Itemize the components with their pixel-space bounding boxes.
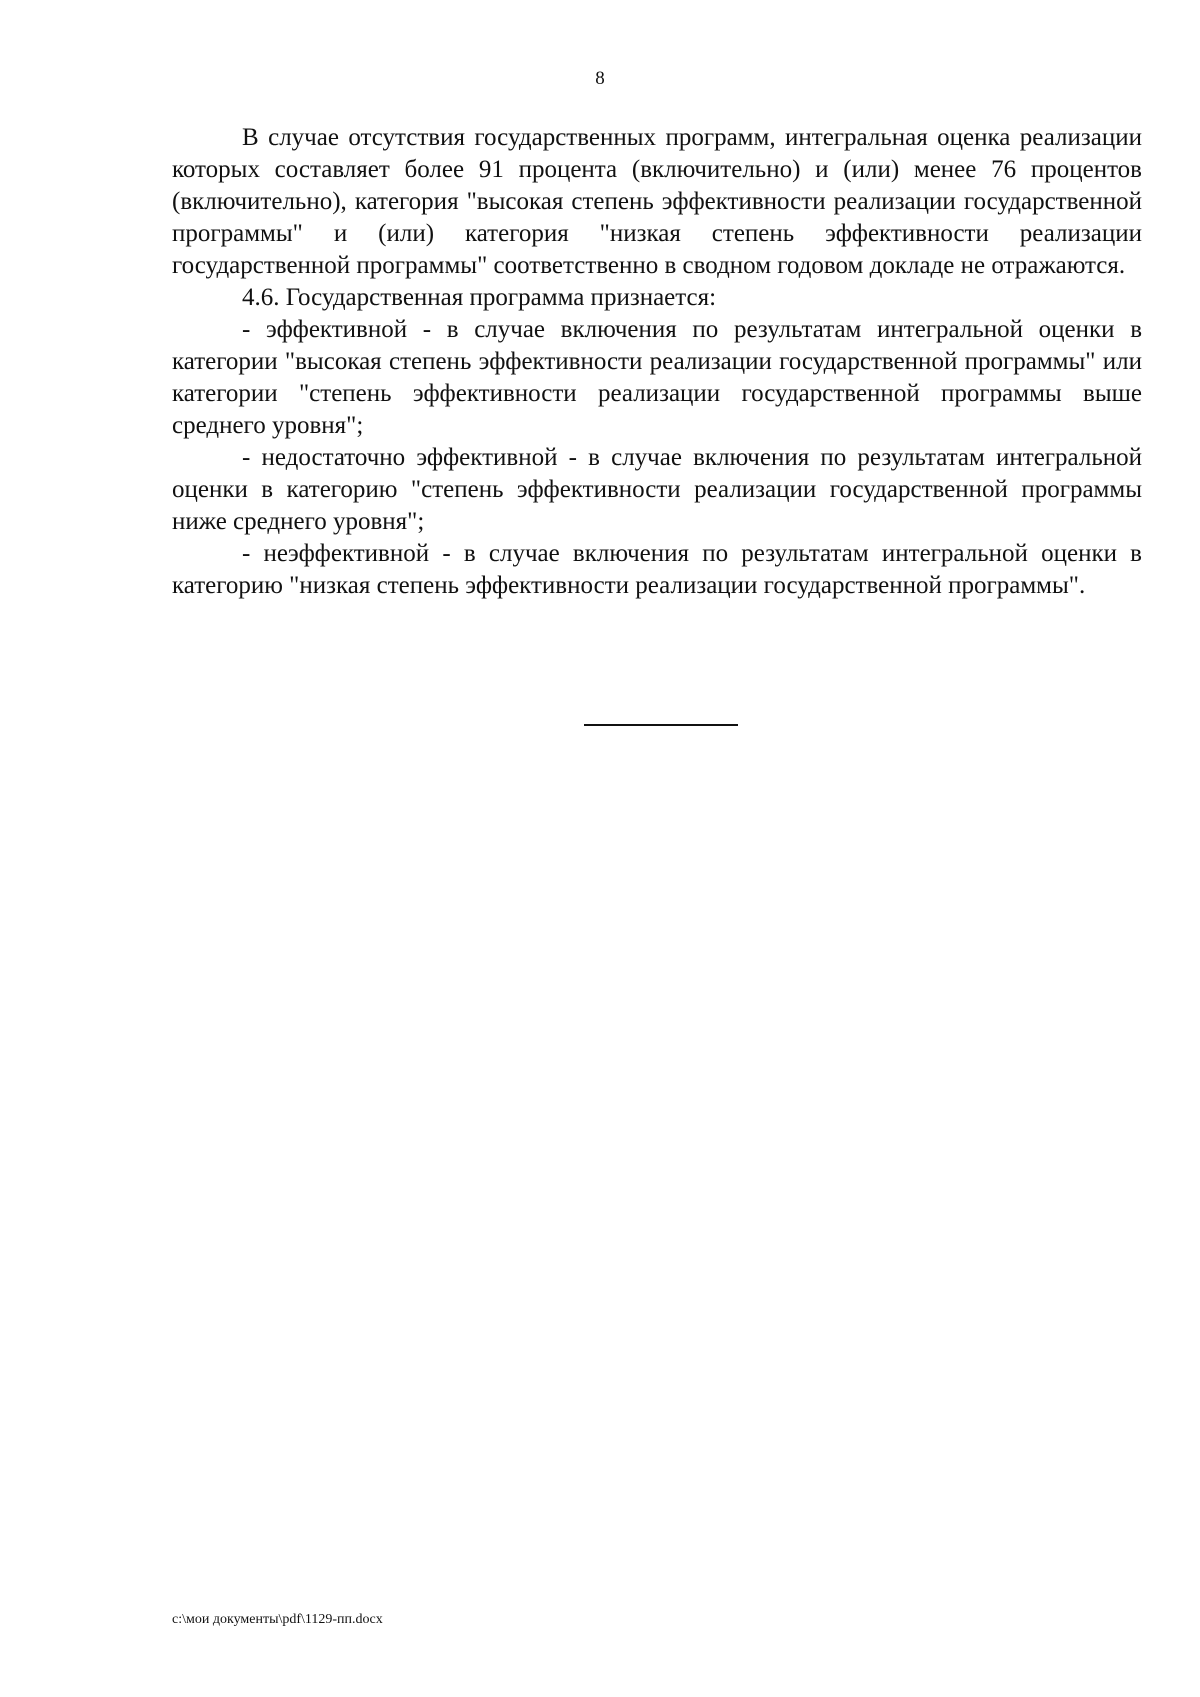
page-number: 8 (595, 68, 605, 89)
paragraph-no-programs-note: В случае отсутствия государственных программ, интегральная оценка реализации которых составляет более 91 процента (включительно) и (или) менее 76 процентов (включительно), категория "высокая степень эффективности реализации государственной программы" и (или) категория "низкая степень эффективности реализации государственной программы" соответственно в сводном годовом докладе не отражаются. (172, 124, 1142, 279)
end-of-text-rule (584, 724, 738, 726)
paragraph-insufficiently-effective: - недостаточно эффективной - в случае включения по результатам интегральной оценки в категорию "степень эффективности реализации государственной программы ниже среднего уровня"; (172, 444, 1142, 535)
paragraph-effective: - эффективной - в случае включения по результатам интегральной оценки в категории "высокая степень эффективности реализации государственной программы" или категории "степень эффективности реализации государственной программы выше среднего уровня"; (172, 316, 1142, 439)
paragraph-section-4-6: 4.6. Государственная программа признается: (242, 284, 717, 311)
paragraph-ineffective: - неэффективной - в случае включения по результатам интегральной оценки в категорию "низкая степень эффективности реализации государственной программы". (172, 540, 1142, 599)
footer-file-path: c:\мои документы\pdf\1129-пп.docx (172, 1612, 383, 1627)
document-body (172, 122, 1142, 602)
